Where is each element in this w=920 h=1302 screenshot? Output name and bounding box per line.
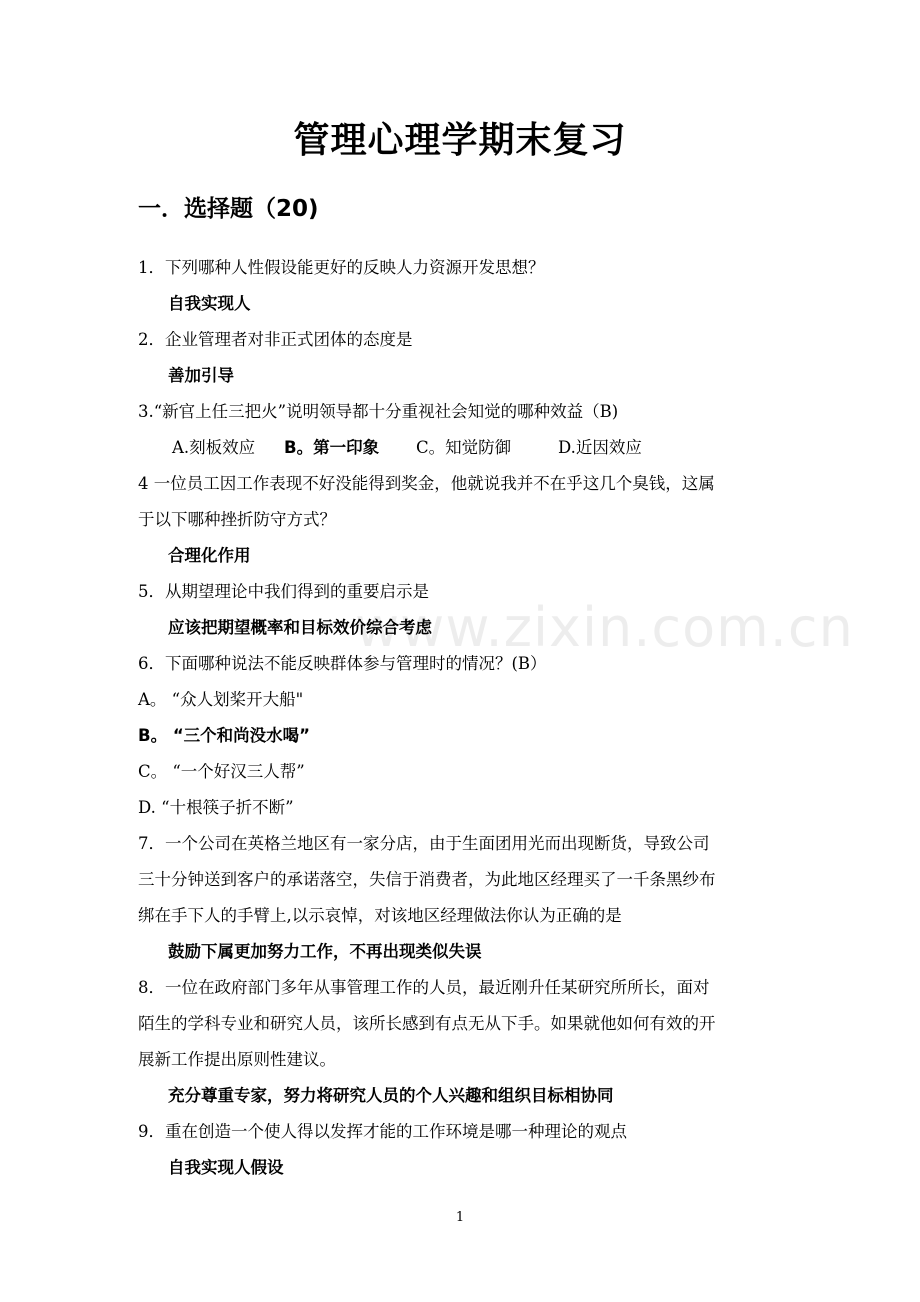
question-5: 5．从期望理论中我们得到的重要启示是 [138, 582, 429, 601]
question-9: 9．重在创造一个使人得以发挥才能的工作环境是哪一种理论的观点 [138, 1122, 627, 1141]
question-4-line-2: 于以下哪种挫折防守方式？ [138, 510, 336, 529]
option-c: C。知觉防御 [416, 438, 512, 457]
option-b: B。第一印象 [284, 438, 380, 457]
question-7-line-1: 7．一个公司在英格兰地区有一家分店，由于生面团用光而出现断货，导致公司 [138, 834, 710, 853]
answer-7: 鼓励下属更加努力工作，不再出现类似失误 [168, 942, 482, 961]
answer-8: 充分尊重专家，努力将研究人员的个人兴趣和组织目标相协同 [168, 1086, 614, 1105]
question-6-option-d: D. “十根筷子折不断” [138, 798, 294, 817]
question-7-line-3: 绑在手下人的手臂上,以示哀悼，对该地区经理做法你认为正确的是 [138, 906, 622, 925]
answer-4: 合理化作用 [168, 546, 251, 565]
question-2: 2．企业管理者对非正式团体的态度是 [138, 330, 413, 349]
question-4-line-1: 4 一位员工因工作表现不好没能得到奖金，他就说我并不在乎这几个臭钱，这属 [138, 474, 715, 493]
question-7-line-2: 三十分钟送到客户的承诺落空，失信于消费者，为此地区经理买了一千条黑纱布 [138, 870, 716, 889]
answer-1: 自我实现人 [168, 294, 251, 313]
answer-9: 自我实现人假设 [168, 1158, 284, 1177]
section-heading: 一．选择题（20) [138, 196, 319, 222]
answer-5: 应该把期望概率和目标效价综合考虑 [168, 618, 432, 637]
watermark: www.zixin.com.cn [355, 596, 854, 659]
option-a: A.刻板效应 [172, 438, 256, 457]
page-number: 1 [455, 1210, 465, 1225]
question-3-options [172, 438, 818, 458]
question-6-option-b: B。 “三个和尚没水喝” [138, 726, 311, 745]
page-title: 管理心理学期末复习 [293, 120, 627, 161]
question-8-line-1: 8．一位在政府部门多年从事管理工作的人员，最近刚升任某研究所所长，面对 [138, 978, 710, 997]
question-6-option-c: C。 “一个好汉三人帮” [138, 762, 305, 781]
question-6-option-a: A。 “众人划桨开大船" [138, 690, 304, 709]
question-6: 6．下面哪种说法不能反映群体参与管理时的情况？(B） [138, 654, 547, 673]
question-8-line-3: 展新工作提出原则性建议。 [138, 1050, 336, 1069]
question-3: 3.“新官上任三把火”说明领导都十分重视社会知觉的哪种效益（B) [138, 402, 619, 421]
question-8-line-2: 陌生的学科专业和研究人员，该所长感到有点无从下手。如果就他如何有效的开 [138, 1014, 716, 1033]
option-d: D.近因效应 [558, 438, 642, 457]
answer-2: 善加引导 [168, 366, 234, 385]
question-1: 1．下列哪种人性假设能更好的反映人力资源开发思想？ [138, 258, 545, 277]
